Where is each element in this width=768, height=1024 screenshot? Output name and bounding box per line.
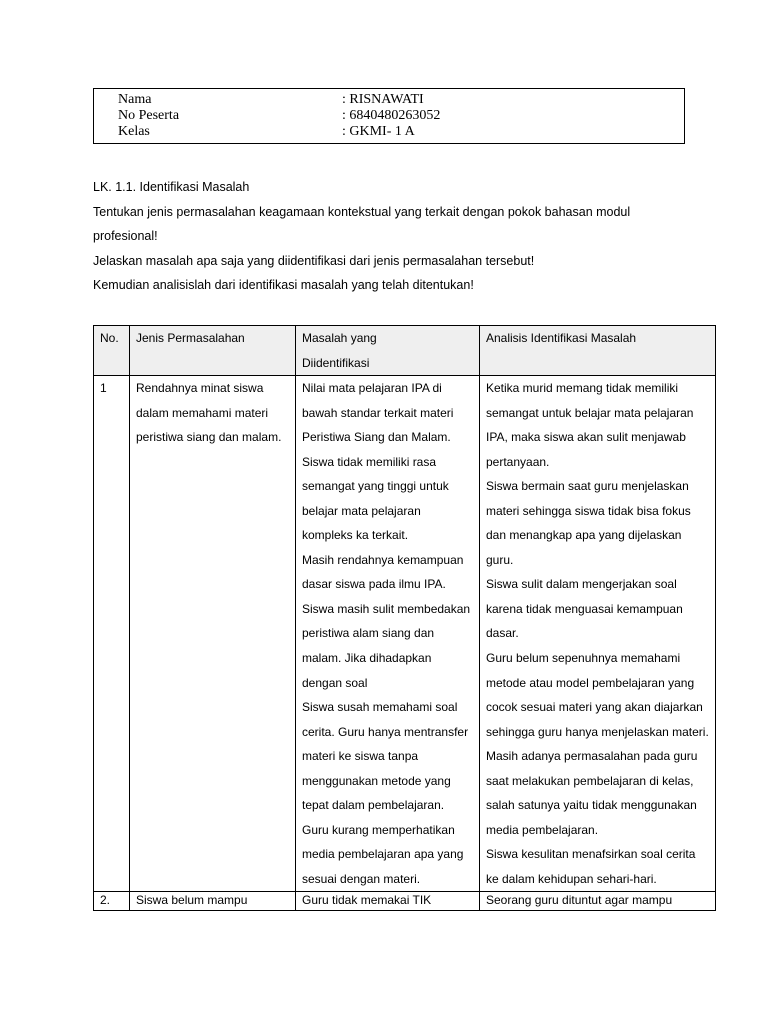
row1-masalah-para: Nilai mata pelajaran IPA di bawah standar terkait materi Peristiwa Siang dan Malam. Siswa tidak memiliki rasa semangat yang tinggi untuk belajar mata pelajaran kompleks ka terkait.: [302, 381, 454, 543]
header-jenis-permasalahan: Jenis Permasalahan: [130, 326, 296, 376]
row1-analisis-para: Masih adanya permasalahan pada guru saat melakukan pembelajaran di kelas, salah satunya yaitu tidak menggunakan media pembelajaran.: [486, 749, 698, 837]
instruction-line-3: Kemudian analisislah dari identifikasi masalah yang telah ditentukan!: [93, 278, 474, 292]
class-value: : GKMI- 1 A: [342, 124, 415, 139]
instruction-line-1: Tentukan jenis permasalahan keagamaan kontekstual yang terkait dengan pokok bahasan modul: [93, 204, 631, 219]
name-label: Nama: [118, 92, 152, 107]
identity-row-participant: [94, 108, 684, 124]
identity-box: [93, 88, 685, 144]
row1-analisis-para: Guru belum sepenuhnya memahami metode atau model pembelajaran yang cocok sesuai materi yang akan diajarkan sehingga guru hanya menjelaskan materi.: [486, 651, 709, 739]
participant-number-value: : 6840480263052: [342, 108, 441, 123]
section-heading: LK. 1.1. Identifikasi Masalah: [93, 180, 250, 194]
name-value: : RISNAWATI: [342, 92, 424, 107]
row1-no: 1: [94, 376, 130, 892]
header-masalah-line2: Diidentifikasi: [302, 355, 370, 370]
row2-jenis: Siswa belum mampu: [130, 892, 296, 911]
instruction-line-2: Jelaskan masalah apa saja yang diidentifikasi dari jenis permasalahan tersebut!: [93, 253, 535, 268]
row1-masalah-para: Masih rendahnya kemampuan dasar siswa pada ilmu IPA. Siswa masih sulit membedakan peristiwa alam siang dan malam. Jika dihadapkan dengan soal: [302, 552, 471, 690]
row1-masalah: [296, 376, 480, 892]
problem-identification-table: [93, 325, 716, 911]
table-header-row: [94, 326, 716, 376]
row1-analisis-para: Ketika murid memang tidak memiliki semangat untuk belajar mata pelajaran IPA, maka siswa akan sulit menjawab pertanyaan.: [486, 381, 694, 469]
class-label: Kelas: [118, 124, 150, 139]
row1-analisis-para: Siswa bermain saat guru menjelaskan materi sehingga siswa tidak bisa fokus dan menangkap apa yang dijelaskan guru.: [486, 479, 691, 567]
row1-analisis: [480, 376, 716, 892]
row2-no: 2.: [94, 892, 130, 911]
row1-analisis-para: Siswa sulit dalam mengerjakan soal karena tidak menguasai kemampuan dasar.: [486, 577, 683, 641]
header-analisis: Analisis Identifikasi Masalah: [480, 326, 716, 376]
instruction-line-1-cont: profesional!: [93, 229, 158, 243]
identity-row-name: [94, 92, 684, 108]
participant-number-label: No Peserta: [118, 108, 180, 123]
row1-masalah-para: Guru kurang memperhatikan media pembelajaran apa yang sesuai dengan materi.: [302, 822, 464, 886]
header-masalah-line1: Masalah yang: [302, 331, 377, 345]
row1-jenis: Rendahnya minat siswa dalam memahami materi peristiwa siang dan malam.: [130, 376, 296, 892]
row2-analisis: Seorang guru dituntut agar mampu: [480, 892, 716, 911]
header-masalah: [296, 326, 480, 376]
row1-analisis-para: Siswa kesulitan menafsirkan soal cerita ke dalam kehidupan sehari-hari.: [486, 847, 696, 886]
table-row: [94, 892, 716, 911]
table-row: [94, 376, 716, 892]
identity-row-class: [94, 124, 684, 140]
header-no: No.: [94, 326, 130, 376]
instructions: [93, 175, 693, 298]
row1-masalah-para: Siswa susah memahami soal cerita. Guru hanya mentransfer materi ke siswa tanpa menggunakan metode yang tepat dalam pembelajaran.: [302, 700, 469, 813]
row2-masalah: Guru tidak memakai TIK: [296, 892, 480, 911]
